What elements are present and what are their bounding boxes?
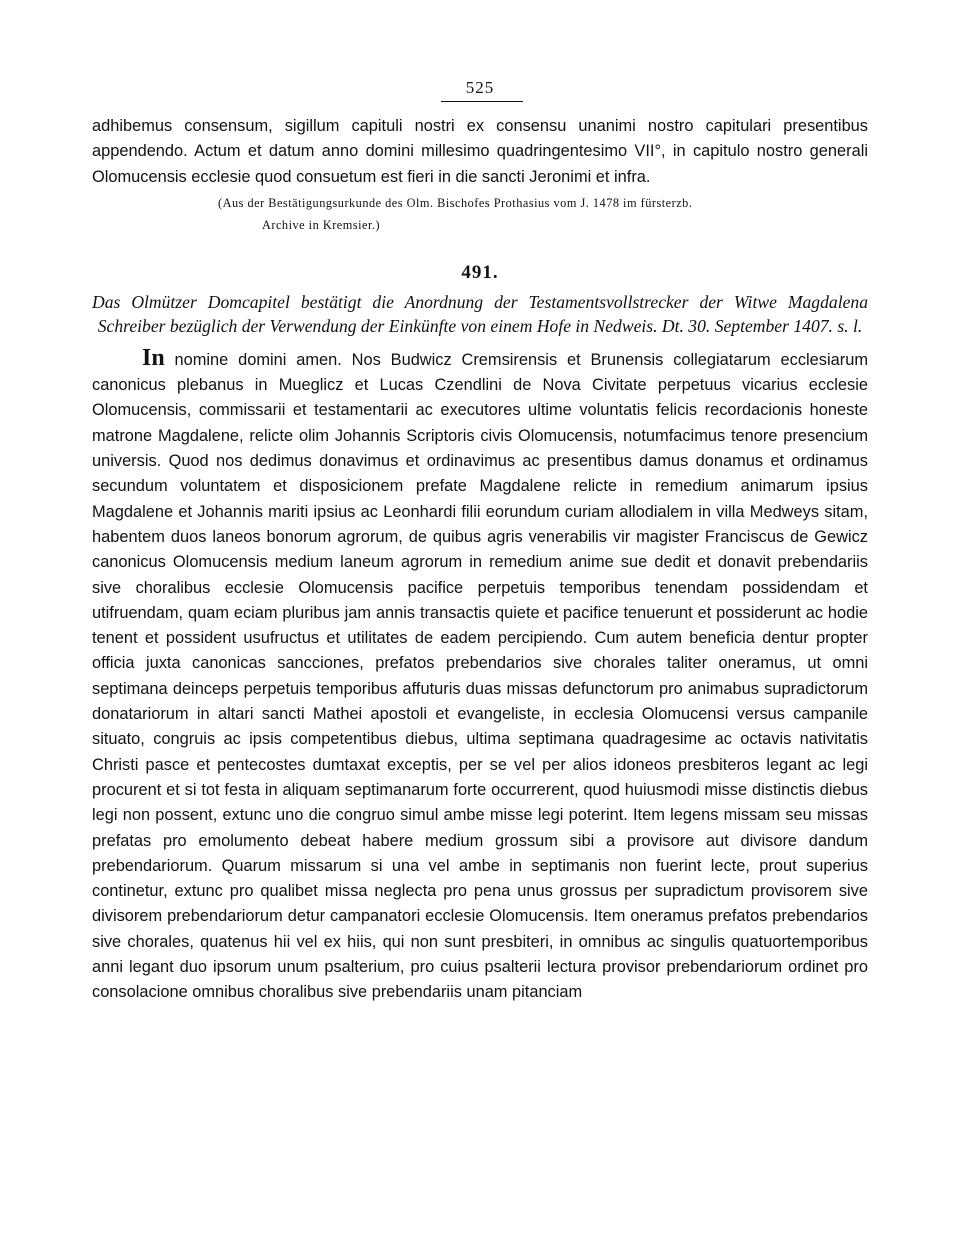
document-page — [92, 78, 868, 1006]
source-note-line-1: (Aus der Bestätigungsurkunde des Olm. Bischofes Prothasius vom J. 1478 im fürsterzb. — [218, 195, 693, 210]
document-number: 491. — [461, 261, 499, 283]
page-number-rule — [441, 101, 523, 102]
page-number: 525 — [465, 78, 495, 97]
source-note — [92, 192, 868, 236]
source-note-line-2: Archive in Kremsier.) — [262, 217, 381, 232]
previous-document-text: adhibemus consensum, sigillum capituli nostri ex consensu unanimi nostro capitulari presentibus appendendo. Actum et datum anno domini millesimo quadringentesimo VII°, in capitulo nostro generali Olomucensis ecclesie quod consuetum est fieri in die sancti Jeronimi et infra. — [92, 117, 868, 186]
document-body — [92, 344, 868, 1006]
document-body-text: nomine domini amen. Nos Budwicz Cremsirensis et Brunensis collegiatarum ecclesiarum canonicus plebanus in Mueglicz et Lucas Czendlini de Nova Civitate perpetuus vicarius ecclesie Olomucensis, commissarii et testamentarii ac executores ultime voluntatis felicis recordacionis honeste matrone Magdalene, relicte olim Johannis Scriptoris civis Olomucensis, notumfacimus tenore presencium universis. Quod nos dedimus donavimus et ordinavimus ac presentibus damus donamus et ordinamus secundum voluntatem et disposicionem prefate Magdalene relicte in remedium animarum ipsius Magdalene et Johannis mariti ipsius ac Leonhardi filii eorundum curiam allodialem in villa Medweys sitam, habentem duos laneos bonorum agrorum, de quibus agris venerabilis vir magister Franciscus de Gewicz canonicus Olomucensis medium laneum agrorum in remedium anime sue dedit et donavit prebendariis sive choralibus ecclesie Olomucensis pacifice perpetuis temporibus tenendam possidendam et utifruendam, quam eciam pluribus jam annis transactis quiete et pacifice tenuerunt et possiderunt ac hodie tenent et possident usufructus et utilitates de eadem percipiendo. Cum autem beneficia dentur propter officia juxta canonicas sancciones, prefatos prebendarios sive chorales taliter oneramus, ut omni septimana deinceps perpetuis temporibus affuturis duas missas defunctorum pro animabus supradictorum donatariorum in altari sancti Mathei apostoli et evangeliste, in ecclesia Olomucensi versus campanile situato, congruis ac ipsis competentibus diebus, ultima septimana quadragesime ac octavis nativitatis Christi pasce et pentecostes dumtaxat exceptis, per se vel per alios idoneos presbiteros legant ac legi procurent et si tot festa in aliquam septimanarum forte occurrerent, quod huiusmodi misse distinctis diebus legi non possent, extunc uno die congruo simul ambe misse legi poterint. Item legens missam seu missas prefatas pro emolumento debeat habere medium grossum sibi a provisore aut divisore dandum prebendariorum. Quarum missarum si una vel ambe in septimanis non fuerint lecte, prout superius continetur, extunc pro qualibet missa neglecta pro pena unus grossus per supradictum provisorem sive divisorem prebendariorum detur campanatori ecclesie Olomucensis. Item oneramus prefatos prebendarios sive chorales, quatenus hii vel ex hiis, qui non sunt presbiteri, in omnibus ac singulis quatuortemporibus anni legant duo ipsorum unum psalterium, pro cuius psalterii lectura provisor prebendariorum ordinet pro consolacione omnibus choralibus sive prebendariis unam pitanciam — [92, 350, 868, 1002]
document-title: Das Olmützer Domcapitel bestätigt die Anordnung der Testamentsvollstrecker der Witwe Magdalena Schreiber bezüglich der Verwendung der Einkünfte von einem Hofe in Nedweis. Dt. 30. September 1407. s. l. — [92, 291, 868, 337]
initial-letter: In — [142, 344, 165, 371]
